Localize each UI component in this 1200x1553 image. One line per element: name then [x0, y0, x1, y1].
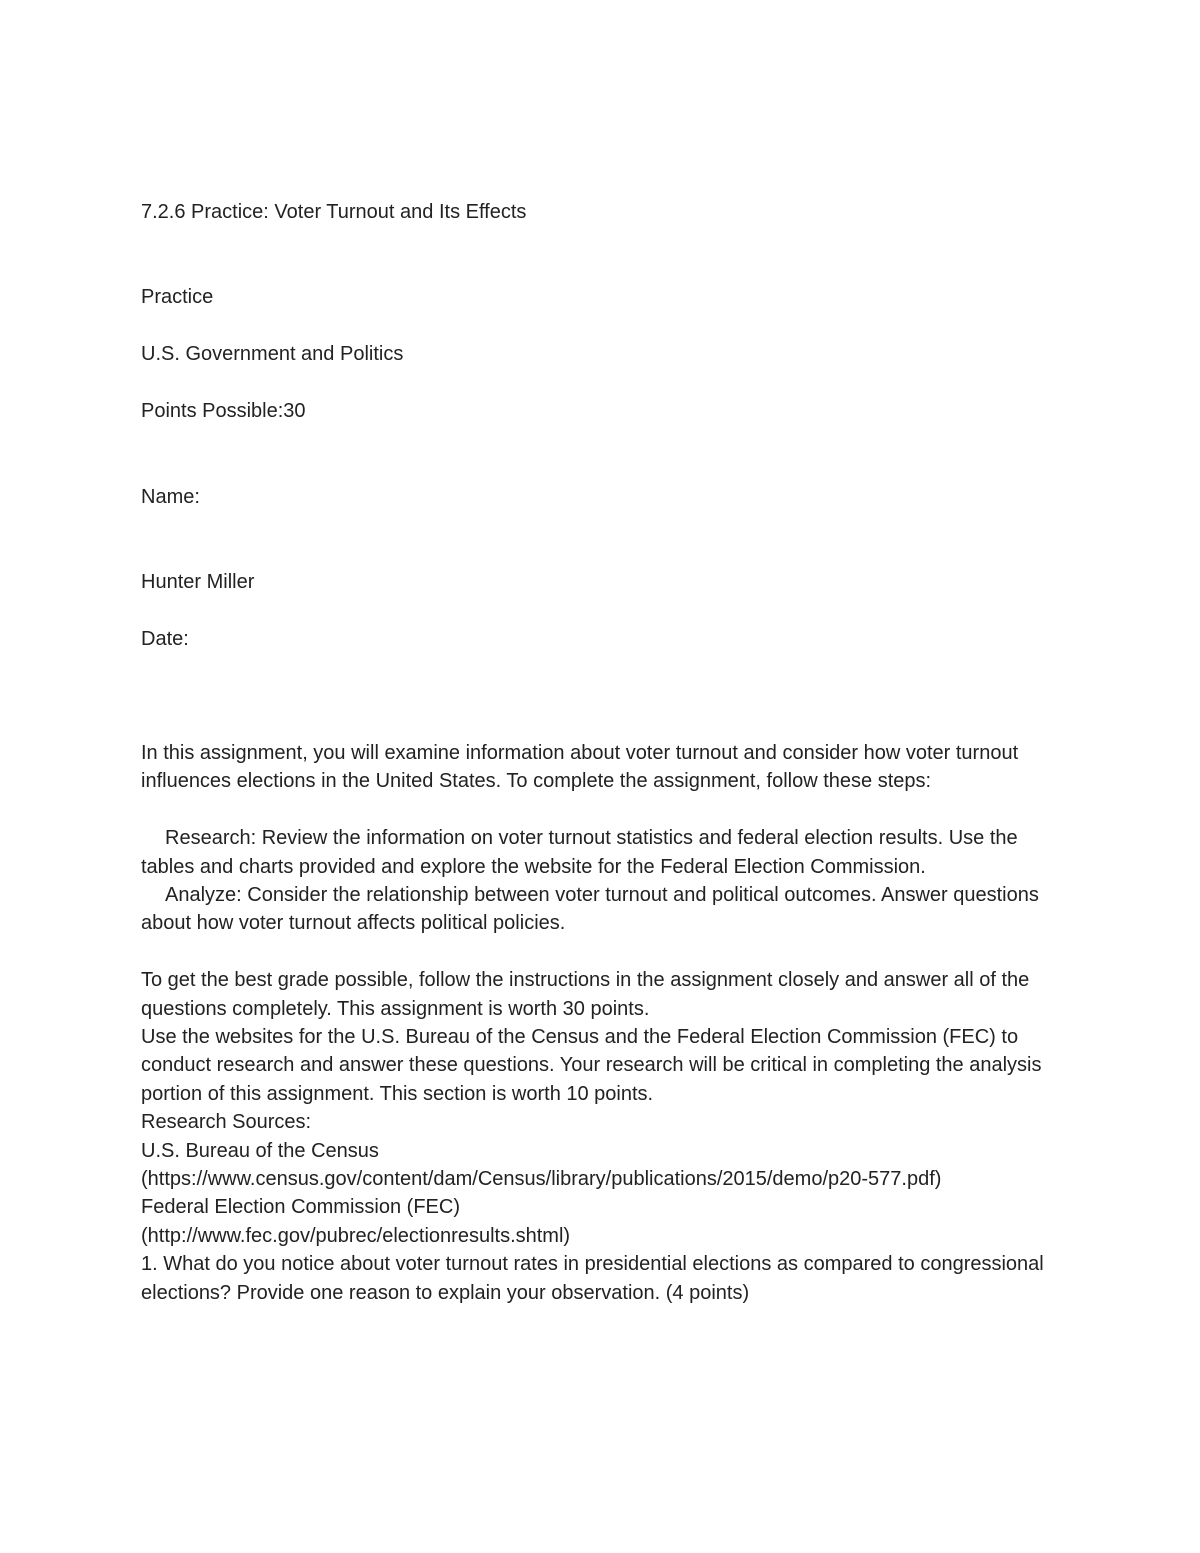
name-label: Name: — [141, 486, 200, 508]
question-1: 1. What do you notice about voter turnout rates in presidential elections as compared to congressional elections? Provide one reason to explain your observation. (4 points) — [141, 1253, 1044, 1304]
source-fec-name: Federal Election Commission (FEC) — [141, 1196, 460, 1219]
assignment-body — [141, 739, 1056, 1307]
source-census-name: U.S. Bureau of the Census — [141, 1139, 379, 1162]
student-name: Hunter Miller — [141, 571, 255, 593]
points-possible: Points Possible:30 — [141, 400, 306, 422]
intro-paragraph: In this assignment, you will examine information about voter turnout and consider how voter turnout influences elections in the United States. To complete the assignment, follow these steps: — [141, 742, 1019, 793]
research-note: Use the websites for the U.S. Bureau of the Census and the Federal Election Commission (FEC) to conduct research and answer these questions. Your research will be critical in completing the analysis portion of this assignment. This section is worth 10 points. — [141, 1026, 1042, 1105]
step-research: Research: Review the information on voter turnout statistics and federal election results. Use the tables and charts provided and explore the website for the Federal Election Commission. — [141, 827, 1018, 878]
sources-label: Research Sources: — [141, 1111, 312, 1134]
source-census-url: (https://www.census.gov/content/dam/Census/library/publications/2015/demo/p20-577.pdf) — [141, 1168, 942, 1191]
document-title: 7.2.6 Practice: Voter Turnout and Its Effects — [141, 201, 527, 223]
step-analyze: Analyze: Consider the relationship between voter turnout and political outcomes. Answer questions about how voter turnout affects political policies. — [141, 884, 1039, 935]
grade-note: To get the best grade possible, follow the instructions in the assignment closely and answer all of the questions completely. This assignment is worth 30 points. — [141, 969, 1030, 1020]
date-label: Date: — [141, 628, 189, 650]
course-name: U.S. Government and Politics — [141, 343, 404, 365]
assignment-type: Practice — [141, 286, 214, 308]
source-fec-url: (http://www.fec.gov/pubrec/electionresults.shtml) — [141, 1224, 571, 1247]
